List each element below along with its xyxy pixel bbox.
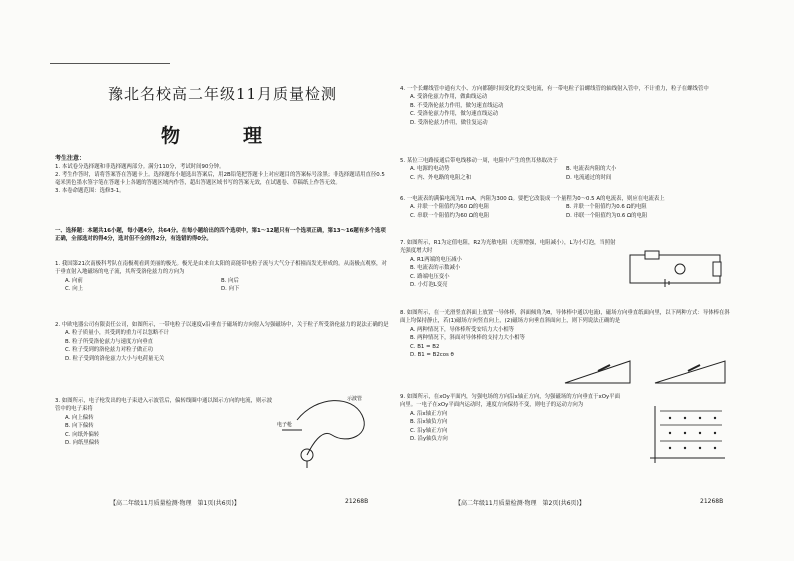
- subject-title: 物 理: [160, 125, 284, 147]
- question-stem: 1. 我国第21次南极科考队在南极观看到美丽的极光。极光是由来自太阳的高能带电粒子流与大气分子相撞而发光形成的。从南极点观察，对于垂直射入地磁场的电子流，其所受洛伦兹力的方向为: [55, 261, 387, 276]
- left-code: 21268B: [345, 498, 369, 505]
- question-stem: 4. 一个长螺线管中通有大小、方向都随时间变化的交变电流，有一带电粒子沿螺线管的轴线射入管中，不计重力，粒子在螺线管中: [400, 86, 709, 92]
- option: D. 串联一个阻值约为0.6 Ω的电阻: [566, 212, 648, 219]
- option: C. 沿y轴正方向: [410, 427, 448, 434]
- question-stem: 5. 某位三电路接通后带电线移动一周，电阻中产生的焦耳热取决于: [400, 158, 558, 164]
- option: A. 并联一个阻值约为60 Ω的电阻: [410, 204, 490, 211]
- option: B. 电流表内阻的大小: [566, 166, 617, 173]
- page-title: 豫北名校高二年级11月质量检测: [107, 85, 338, 103]
- question-9: [400, 393, 625, 443]
- fig-label-tube: 示波管: [347, 396, 363, 402]
- note-item: 1. 本试卷分选择题和非选择题两部分。满分110分，考试时间90分钟。: [55, 164, 225, 170]
- option: C. 粒子受到的洛伦兹力对粒子做正功: [65, 347, 154, 354]
- field-figure: [640, 403, 730, 465]
- option: A. 两种情况下，导体棒所受安培力大小相等: [410, 326, 515, 333]
- option: D. 向纸里偏转: [65, 440, 100, 447]
- question-8: [400, 309, 735, 359]
- right-footer: 【高二年级11月质量检测·物理 第2页(共6页)】: [455, 500, 585, 507]
- option: C. 向上: [65, 286, 83, 293]
- right-page: [400, 55, 745, 495]
- option: D. B1 = B2cos θ: [410, 352, 454, 359]
- option: D. 受洛伦兹力作用，做往复运动: [410, 119, 488, 126]
- option: C. 路端电压变小: [410, 273, 450, 280]
- option-row: [55, 285, 390, 293]
- question-5: [400, 157, 735, 182]
- option: C. 串联一个阻值约为60 Ω的电阻: [410, 212, 490, 219]
- circuit-figure: [625, 250, 735, 290]
- question-stem: 7. 如图所示，R1为定值电阻，R2为光敏电阻（光照增强，电阻减小），L为小灯泡，当照射光强度增大时: [400, 240, 616, 255]
- incline-figure: [560, 355, 730, 385]
- option-row: [400, 203, 735, 211]
- right-code: 21268B: [700, 498, 724, 505]
- option: A. 受洛伦兹力作用，做曲线运动: [410, 94, 488, 101]
- option: D. 粒子受到的洛伦兹力大小与电荷量无关: [65, 355, 165, 362]
- question-stem: 9. 如图所示，在xOy平面内，匀强电场的方向沿x轴正方向，匀强磁场的方向垂直于xOy平面向里。一电子在xOy平面内运动时，速度方向保持不变，则电子的运动方向为: [400, 394, 620, 409]
- option: B. 粒子所受洛伦兹力与速度方向垂直: [65, 338, 153, 345]
- question-4: [400, 85, 735, 127]
- exam-notes: [55, 155, 390, 195]
- option: A. 电源的电动势: [410, 166, 450, 173]
- question-stem: 8. 如图所示，在一光滑竖直斜面上放置一导体棒，斜面倾角为θ，导体棒中通以电流I，磁场方向垂直纸面向里，以下两种方式：导体棒在斜面上均保持静止，若(1)磁场方向竖直向上，(2)磁场方向垂直斜面向上，则下列说法正确的是: [400, 310, 730, 325]
- left-page: [55, 55, 390, 495]
- fig-label-gun: 电子枪: [277, 422, 293, 428]
- option: A. 沿x轴正方向: [410, 410, 448, 417]
- option: A. 向前: [65, 277, 83, 284]
- question-stem: 6. 一电流表的满偏电流为1 mA，内阻为300 Ω。要把它改装成一个量程为0～0.5 A的电流表，则应在电流表上: [400, 196, 665, 202]
- question-stem: 2. 中欧电器公司有限责任公司，如图所示，一带电粒子以速度v沿垂直于磁场的方向射入匀强磁场中，关于粒子所受洛伦兹力的说法正确的是: [55, 322, 389, 328]
- section-instructions: 一、选择题：本题共16小题，每小题4分，共64分。在每小题给出的四个选项中，第1～12题只有一个选项正确，第13～16题有多个选项正确，全部选对的得4分，选对但不全的得2分，有选错的得0分。: [55, 228, 386, 243]
- option: B. 并联一个阻值约为0.6 Ω的电阻: [566, 204, 647, 211]
- note-item: 2. 考生作答时，请将答案答在答题卡上。选择题每小题选出答案后，用2B铅笔把答题卡上对应题目的答案标号涂黑；非选择题请用直径0.5毫米黑色墨水签字笔在答题卡上各题的答题区域内作答，超出答题区域书写的答案无效，在试题卷、草稿纸上作答无效。: [55, 172, 385, 186]
- option: C. 向纸外偏转: [65, 431, 100, 438]
- question-3: [55, 397, 275, 447]
- option: D. 向下: [221, 286, 240, 293]
- option: C. 内、外电路的电阻之和: [410, 174, 472, 181]
- option-row: [55, 277, 390, 285]
- left-footer: 【高二年级11月质量检测·物理 第1页(共6页)】: [110, 500, 240, 507]
- option: B. 不受洛伦兹力作用，做匀速直线运动: [410, 102, 504, 109]
- option: A. R1两端的电压减小: [410, 256, 462, 263]
- oscilloscope-figure: [277, 390, 387, 470]
- question-6: [400, 195, 735, 220]
- question-2: [55, 321, 390, 363]
- option-row: [400, 212, 735, 220]
- option: B. 两种情况下，斜面对导体棒的支持力大小相等: [410, 335, 525, 342]
- notes-heading: 考生注意：: [55, 155, 86, 162]
- option-row: [400, 174, 735, 182]
- option: B. 向下偏转: [65, 423, 94, 430]
- option: B. 沿x轴负方向: [410, 419, 448, 426]
- note-item: 3. 本卷命题范围：选修3-1。: [55, 188, 125, 194]
- option: A. 粒子质量小，其受到的重力可以忽略不计: [65, 330, 170, 337]
- question-1: [55, 260, 390, 294]
- option: A. 向上偏转: [65, 414, 94, 421]
- option: D. 电流通过的时间: [566, 174, 612, 181]
- option-row: [400, 165, 735, 173]
- option: B. 向后: [221, 277, 239, 284]
- option: B. 电流表的示数减小: [410, 265, 461, 272]
- option: C. B1 = B2: [410, 343, 440, 350]
- question-7: [400, 239, 620, 289]
- option: D. 沿y轴负方向: [410, 436, 448, 443]
- option: C. 受洛伦兹力作用，做匀速直线运动: [410, 111, 499, 118]
- option: D. 小灯泡L变亮: [410, 282, 448, 289]
- question-stem: 3. 如图所示，电子枪发出的电子束进入示波管后，偏转线圈中通以图示方向的电流，则示波管中的电子束将: [55, 398, 273, 413]
